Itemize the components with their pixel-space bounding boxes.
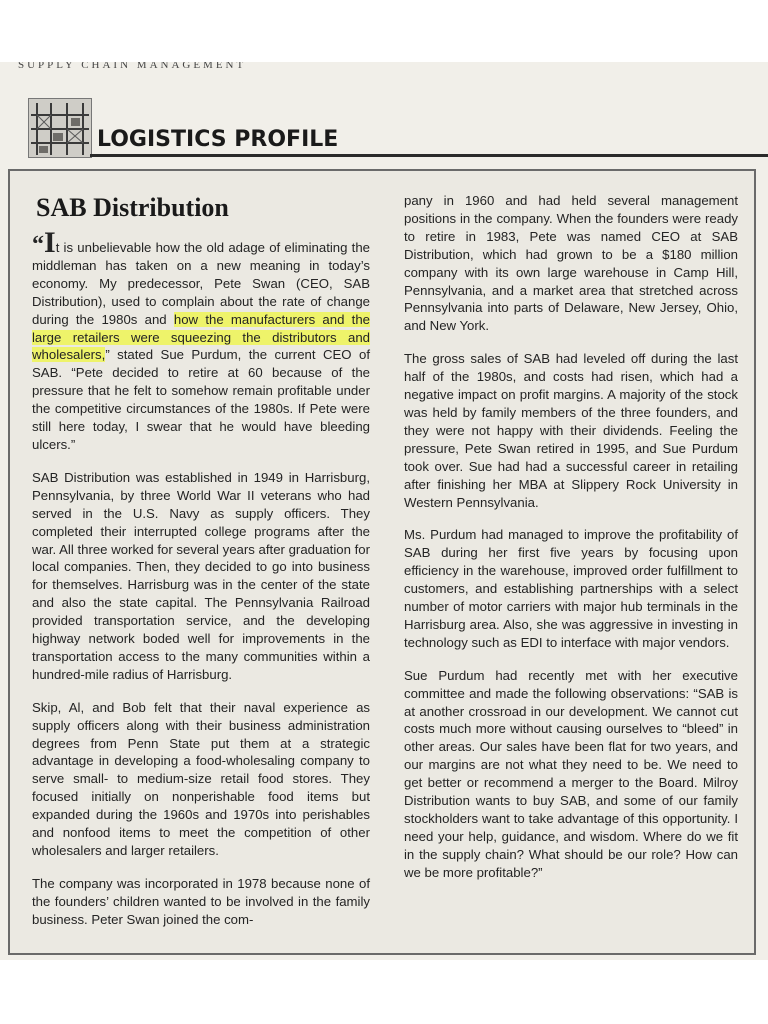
improvement-paragraph: Ms. Purdum had managed to improve the profitability of SAB during her first five years by focusing upon efficiency in the warehouse, improved order fulfillment to customers, and establishing partnerships with a select number of motor carriers with major hub terminals in the Harrisburg area. Also, she was aggressive in investing in technology such as EDI to interface with major vendors. xyxy=(404,527,738,650)
running-head: SUPPLY CHAIN MANAGEMENT xyxy=(18,62,247,70)
intro-text: t is unbelievable how the old adage of eliminating the middleman has taken on a new meaning in today’s economy. My predecessor, Pete Swan (CEO, SAB Distribution), used to complain about the rate of change during the 1980s and xyxy=(32,240,370,327)
history-paragraph: SAB Distribution was established in 1949 in Harrisburg, Pennsylvania, by three World War II veterans who had served in the U.S. Navy as supply officers. They completed their interrupted college programs after the war. All three worked for several years after graduation for local companies. Then, they decided to go into business for themselves. Harrisburg was in the center of the state and also the state capital. The Pennsylvania Railroad provided transportation service, and the developing highway network boded well for improvements in the transportation access to the many communities within a hundred-mile radius of Harrisburg. xyxy=(32,469,370,682)
intro-text-tail: ” stated Sue Purdum, the current CEO of SAB. “Pete decided to retire at 60 because of the pressure that he felt to somehow remain profitable under the competitive circumstances of the 1980s. If Pete were still here today, I swear that he would have bleeding ulcers.” xyxy=(32,347,370,452)
book-page xyxy=(0,62,768,960)
decline-paragraph: The gross sales of SAB had leveled off during the last half of the 1980s, and costs had risen, which had a negative impact on profit margins. A majority of the stock was held by family members of the three founders, and they were not happy with their dividends. Feeling the pressure, Pete Swan retired in 1995, and Sue Purdum took over. Sue had had a successful career in retailing after finishing her MBA at Slippery Rock University in Western Pennsylvania. xyxy=(404,351,738,510)
warehouse-racking-icon xyxy=(28,98,92,158)
photo-background-bottom xyxy=(0,960,768,1024)
profile-header xyxy=(28,98,768,158)
highlighted-text: how the manufacturers and the large retailers were squeezing the distributors and wholesalers, xyxy=(32,311,370,363)
profile-box xyxy=(8,169,756,955)
drop-cap: I xyxy=(44,226,56,259)
article-title: SAB Distribution xyxy=(36,193,229,222)
photo-background-top xyxy=(0,0,768,62)
left-column xyxy=(32,226,370,929)
founders-paragraph: Skip, Al, and Bob felt that their naval experience as supply officers along with their business administration degrees from Penn State put them at a strategic advantage in developing a food-wholesaling company to serve small- to medium-size retail food stores. They focused initially on nonperishable food items but expanded during the 1960s and 1970s into perishables and nonfood items to meet the competition of other wholesalers and larger retailers. xyxy=(32,699,370,858)
growth-paragraph: pany in 1960 and had held several management positions in the company. When the founders were ready to retire in 1983, Pete was named CEO at SAB Distribution, which had grown to be a $180 million company with its own large warehouse in Camp Hill, Pennsylvania, and a market area that stretched across Pennsylvania into parts of Delaware, New Jersey, Ohio, and New York. xyxy=(404,193,738,334)
observations-paragraph: Sue Purdum had recently met with her executive committee and made the following observations: “SAB is at another crossroad in our development. We cannot cut costs much more without causing ourselves to “bleed” in other areas. Our sales have been flat for two years, and our margins are not what they need to be. We need to get better or recommend a merger to the Board. Milroy Distribution wants to buy SAB, and some of our family stockholders want to take advantage of this opportunity. I need your help, guidance, and wisdom. Where do we fit in the supply chain? What should be our role? How can we be more profitable?” xyxy=(404,667,738,880)
right-column xyxy=(404,192,738,882)
section-title: LOGISTICS PROFILE xyxy=(97,127,339,152)
incorporation-paragraph: The company was incorporated in 1978 because none of the founders’ children wanted to be involved in the family business. Peter Swan joined the com- xyxy=(32,875,370,927)
header-rule xyxy=(90,154,768,157)
opening-quote-mark: “ xyxy=(32,232,44,258)
intro-paragraph xyxy=(32,226,370,454)
